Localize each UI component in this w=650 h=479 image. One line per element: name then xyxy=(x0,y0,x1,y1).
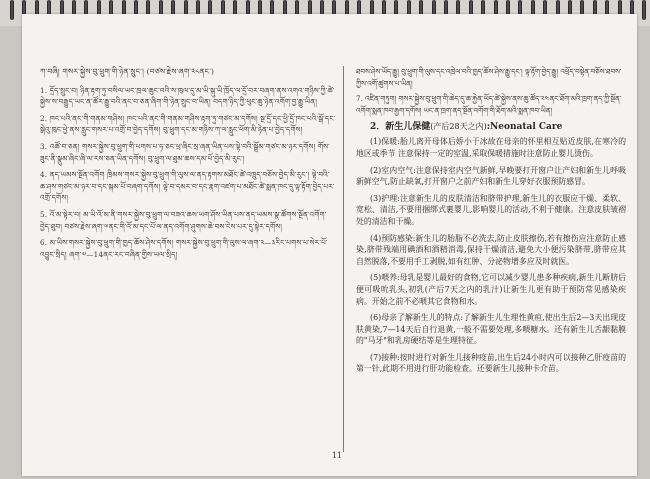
left-header: ཀ་བཞི། གསར་སྐྱེས་བུ་ཕྲུག་གི་ཉེན་སྲུང་། (བཙས་རྗེས་ཞག་༢༨ནང་) xyxy=(40,67,215,76)
left-paragraph-3: 3. འཚོ་བ་ཅན། གསར་སྐྱེས་བུ་ཕྲུག་གི་པགས་པ་ཧ་ཅང་ཕྲ་ཞིང་སྲ་ཞན་ཡིན་པས་ལྟེ་བའི་སྒྲོམ་གཙང་མ་ཉར་དགོས། གོས་ཟུང་ནི་སྣུམ་ཞིང་ཞི་ལ་རས་ཅན་ཡིན་དགོས། བུ་ཕྲུག་ལ་ཐུམ་ཆས་དམ་པོ་བྱེད་མི་རུང་། xyxy=(40,141,330,163)
paragraph-care: (3)护理:注意新生儿的皮肤清洁和脐带护理,新生儿的衣服应干燥、柔软、宽松、清洁,不要用捆绑式裹婴儿,影响婴儿的活动,不利于健康。注意皮肤皱褶处的清洁和干燥。 xyxy=(356,193,626,226)
left-paragraph-5: 5. འོ་མ་སྟེར་བ། མ་ཡི་འོ་མ་ནི་གསར་སྐྱེས་བུ་ཕྲུག་ལ་བཟའ་ཆས་ཡག་ཤོས་ཡིན་པས་ནད་ཡམས་སྣ་ཚོགས་སྔོན་འགོག་བྱེད་ཐུབ། བཙས་རྗེས་ཞག་༧ནང་གི་འོ་མ་དང་པོ་ལ་ནད་འགོག་ཤུགས་ཆེ་བས་ངེས་པར་དུ་སྟེར་དགོས། xyxy=(40,209,327,231)
section-title-paren: (产后28天之内) xyxy=(430,122,487,132)
paragraph-indoor-air: (2)室内空气:注意保持室内空气新鲜,早晚要打开窗户让产妇和新生儿呼吸新鲜空气,防止缺氧,打开窗户之前产妇和新生儿穿好衣服预防感冒。 xyxy=(356,165,626,187)
paragraph-vaccination: (7)接种:按时进行对新生儿接种疫苗,出生后24小时内可以接种乙肝疫苗的第一针,此期不用进行肝功能检查。还要新生儿接种卡介苗。 xyxy=(356,352,626,374)
right-top-tibetan: ཐབས་ཤེས་ཡོད་རྒྱུ། བུ་ཕྲུག་གི་ལུས་དང་འཁྲེལ་བའི་ཁྱད་ཆོས་ཤེས་རྒྱུ་དང་། ལྟ་རྟོག་བྱེད་རྒྱུ། འཕྲོད་བསྟེན་བཅོས་ཐབས་ཀྱིས་འགོ་ཚུགས་པ་ཡིན། xyxy=(356,67,622,88)
paragraph-feeding: (5)喂养:母乳是婴儿最好的食物,它可以减少婴儿患多种疾病,新生儿断脐后便可吸吮乳头,初乳(产后7天之内的乳汁)让新生儿更有助于预防常见感染疾病。开始之前不必喂其它食物和水。 xyxy=(356,273,626,306)
spiral-ring xyxy=(642,0,646,20)
paragraph-warmth: (1)保暖:胎儿离开母体后娇小于冰故在母亲的怀里相互贴近皮肤,在寒冷的地区或季节 注意保持一定的室温,采取保暖措施时注意防止婴儿烫伤。 xyxy=(356,137,626,158)
page-number: 11 xyxy=(331,451,343,460)
spiral-ring xyxy=(10,0,14,20)
paragraph-infection-prevention: (4)预防感染:新生儿的胎脂不必洗去,防止皮肤擦伤,若有擦伤应注意防止感染,脐带残端用碘酒和酒精消毒,保持干燥清洁,避免大小便污染脐带,脐带应其自然脱落,不要用手工剥脱,如有红肿、分泌物增多应及时就医。 xyxy=(356,233,626,266)
left-paragraph-1: 1. དྲོད་སྲུང་བ། ཉིན་རྟག་ཏུ་བསིལ་ཡང་ཁྲལ་ཆུང་བའི་ས་ཁུལ་དུ་མ་ཡི་སྐུ་ཡི་ཁྲོད་ལ་དྲོ་བར་བཞག་ནས་འགའ་གཉིས་ཀྱི་ཚེ་སྐྱེས་ས་བརྒྱུད་ཡང་ན་ཚོར་རྒྱུ་བའི་ནང་བ་ཅན་ཞིག་གི་ཉེན་སྲུང་བ་ཡིན། བདག་ཉིད་ཀྱི་ཕུང་ཆུ་ཉེན་འགོག་བྱ་རྒྱུ་ཡིན། xyxy=(40,85,335,107)
section-title-text: 2．新生儿保健 xyxy=(370,122,431,133)
right-column xyxy=(356,66,626,452)
left-paragraph-2: 2. ཁང་པའི་ནང་གི་གནམ་གཤིས། ཁང་པའི་ནང་གི་གནམ་གཤིས་རྟག་ཏུ་གཙང་མ་དགོས། སྔ་དྲོ་དང་ཕྱི་དྲོ་ཁང་པའི་སྒོ་དང་སྒེའུ་ཁུང་ཕྱེ་ནས་རླུང་གསར་པ་འགྲོ་བ་བྱེད་དགོས། བུ་ཕྲུག་དང་མ་གཉིས་ཀ་ལ་རླུང་ཕོག་མི་ཉེན་པ་བྱེད་དགོས། xyxy=(40,113,336,135)
column-divider xyxy=(343,66,344,452)
section-title-english: :Neonatal Care xyxy=(486,122,563,133)
paragraph-newborn-traits: (6)母亲了解新生儿的特点:了解新生儿生理性黄疸,使出生后2—3天出现皮肤黄染,7—14天后自行退黄,一般不需要处理,多喂糖水。还有新生儿舌龈黏膜的"马牙"和乳房硬结等是生理特征。 xyxy=(356,313,626,346)
section-title xyxy=(370,120,626,134)
left-paragraph-6: 6. མ་ཡིས་གསར་སྐྱེས་བུ་ཕྲུག་གི་ཁྱད་ཆོས་ཤེས་དགོས། གསར་སྐྱེས་བུ་ཕྲུག་གི་ལུས་ལ་ཞག་༢—༣རིང་པགས་པ་སེར་པོ་འབྱུང་སྲིད། ཞག་༧—14ནང་རང་བཞིན་གྱིས་ཡལ་སྲིད། xyxy=(40,238,328,259)
left-column-tibetan xyxy=(40,66,336,444)
left-paragraph-4: 4. ནད་ཡམས་སྔོན་འགོག ཁྲིམས་གསར་སྐྱེས་བུ་ཕྲུག་གི་ལུས་ལ་ནད་རྟགས་མཐོང་ཚེ་འཁྲུད་བཅོས་བྱེད་མི་རུང་། ལྟེ་བའི་ཆ་ཤས་གཙང་མ་ཉར་བ་དང་སྐམ་པོ་བཞག་དགོས། ལྟེ་བ་དམར་བ་དང་རྣག་འཛག་པ་མཐོང་ཚེ་སྨན་ཁང་དུ་ལྟ་རྟོག་བྱེད་པར་འགྲོ་དགོས། xyxy=(40,170,335,203)
document-page xyxy=(22,14,637,476)
right-item7-tibetan: 7. འཛིན་གཏུག། གསར་སྐྱེས་བུ་ཕྲུག་གི་ཆེད་དུ་ཆ་རྐྱེན་ཡོད་ཚེ་སྐྱེས་ནས་ཆུ་ཚོད་༢༤ནང་ཐོག་མའི་ཁྲག་ནད་ཀྱི་སྔོན་འགོག་སྨན་ཁབ་རྒྱག་དགོས། ཡང་ན་ཁྲག་ནད་སྔོན་འགོག་གི་ཐོག་མའི་སྨན་ཁབ་ཡིན། xyxy=(356,94,622,115)
